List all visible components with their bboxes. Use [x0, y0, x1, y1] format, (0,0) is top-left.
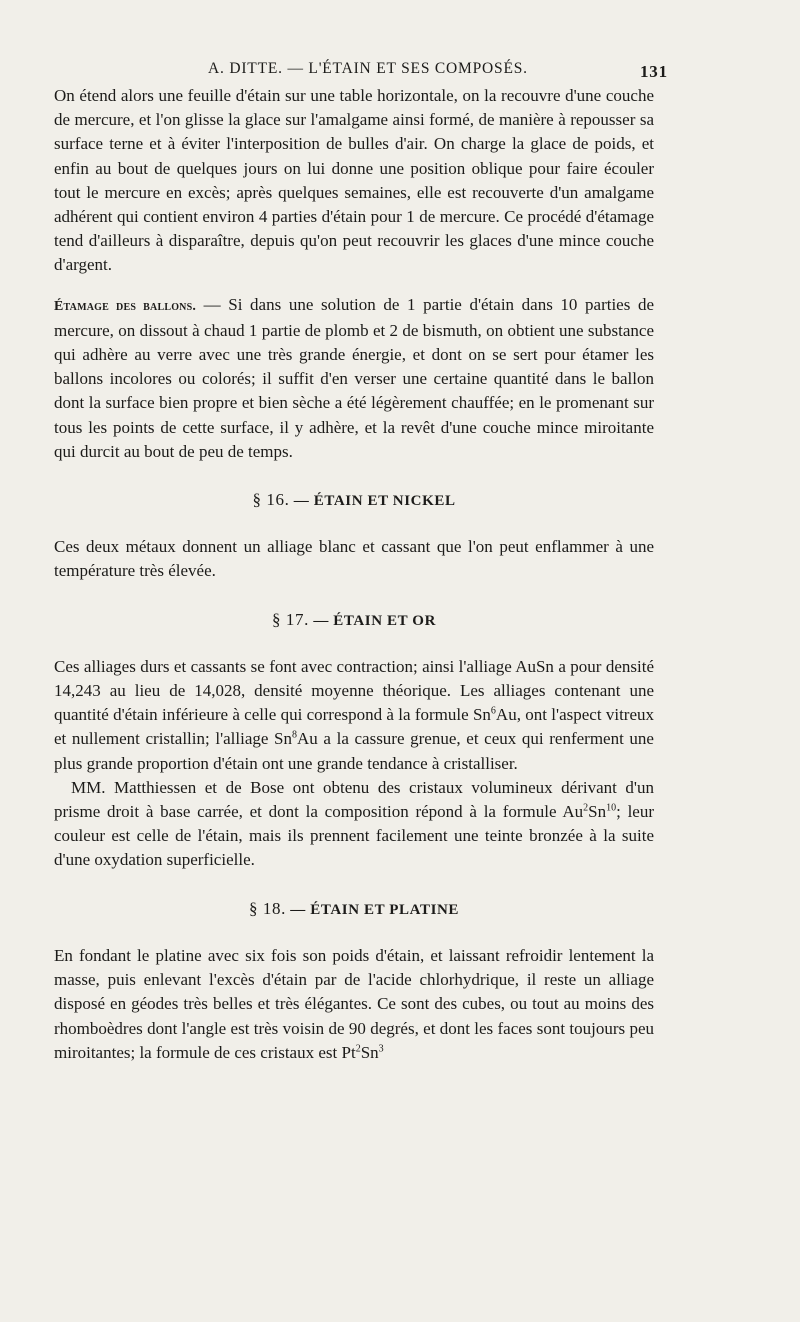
paragraph-tin-gold-alloys [54, 655, 654, 776]
formula-sup-2: 3 [378, 1043, 384, 1055]
paragraph-matthiessen-bose [54, 776, 654, 873]
paragraph-mirror-tinning: On étend alors une feuille d'étain sur une table horizontale, on la recouvre d'une couche de mercure, et l'on glisse la glace sur l'amalgame ainsi formé, de manière à repousser sa surface terne et à éviter l'interposition de bulles d'air. On charge la glace de poids, et enfin au bout de quelques jours on lui donne une position oblique pour faire écouler tout le mercure en excès; après quelques semaines, elle est recouverte d'un amalgame adhérent qui contient environ 4 parties d'étain pour 1 de mercure. Ce procédé d'étamage tend d'ailleurs à disparaître, depuis qu'on peut recouvrir les glaces d'une mince couche d'argent. [54, 86, 654, 275]
tin-platinum-text: En fondant le platine avec six fois son poids d'étain, et laissant refroidir lentement la masse, puis enlevant l'excès d'étain par de l'acide chlorhydrique, il reste un alliage disposé en géodes très belles et très élégantes. Ce sont des cubes, ou tout au moins des rhomboèdres dont l'angle est très voisin de 90 degrés, et dont les faces sont toujours peu miroitantes; la formule de ces cristaux est [54, 945, 654, 1062]
page-number: 131 [640, 62, 668, 81]
tin-gold-text-a: Ces alliages durs et cassants se font avec contraction; ainsi l'alliage AuSn a pour densité 14,243 au lieu de 14,028, densité moyenne théorique. Les alliages contenant une quantité d'étain inférieure à celle qui correspond à la formule Sn [54, 656, 654, 725]
formula-sn: Sn [360, 1042, 379, 1062]
matthiessen-sup-2: 10 [606, 802, 617, 814]
page-body [54, 84, 654, 1065]
tin-gold-sup-2: 8 [292, 729, 298, 741]
tin-gold-text-b: Au, ont l'aspect vitreux et nullement cristallin; l'alliage Sn [54, 705, 654, 749]
matthiessen-text-b: Sn [588, 802, 607, 822]
runin-heading-flask-tinning: Étamage des ballons. [54, 298, 197, 314]
paragraph-tin-nickel: Ces deux métaux donnent un alliage blanc et cassant que l'on peut enflammer à une température très élevée. [54, 537, 654, 581]
paragraph-flask-tinning [54, 293, 654, 464]
section-heading-18 [54, 897, 654, 922]
section-number-16: § 16. [252, 490, 290, 510]
paragraph-tin-platinum [54, 944, 654, 1065]
section-heading-17 [54, 608, 654, 633]
paragraph-flask-tinning-text: — Si dans une solution de 1 partie d'étain dans 10 parties de mercure, on dissout à chaud 1 partie de plomb et 2 de bismuth, on obtient une substance qui adhère au verre avec une très grande énergie, et dont on se sert pour étamer les ballons incolores ou colorés; il suffit d'en verser une certaine quantité dans le ballon dont la surface bien propre et bien sèche a été légèrement chauffée; en le promenant sur tous les points de cette surface, il y adhère, et la revêt d'une couche mince miroitante qui durcit au bout de peu de temps. [54, 294, 654, 461]
matthiessen-text-c: ; leur couleur est celle de l'étain, mais ils prennent facilement une teinte bronzée à la suite d'une oxydation superficielle. [54, 802, 654, 870]
formula-sup-1: 2 [355, 1043, 361, 1055]
matthiessen-text-a: MM. Matthiessen et de Bose ont obtenu des cristaux volumineux dérivant d'un prisme droit à base carrée, et dont la composition répond à la formule Au [54, 777, 654, 822]
formula-pt: Pt [341, 1042, 356, 1062]
section-number-18: § 18. [248, 898, 286, 918]
section-title-16: — ÉTAIN ET NICKEL [289, 493, 456, 510]
section-heading-16 [54, 488, 654, 513]
section-number-17: § 17. [271, 609, 309, 629]
section-title-17: — ÉTAIN ET OR [308, 612, 437, 629]
tin-gold-sup-1: 6 [490, 705, 496, 717]
running-title: A. DITTE. — L'ÉTAIN ET SES COMPOSÉS. [208, 60, 528, 77]
section-title-18: — ÉTAIN ET PLATINE [285, 901, 460, 918]
tin-gold-text-c: Au a la cassure grenue, et ceux qui renferment une plus grande proportion d'étain ont une grande tendance à cristalliser. [54, 729, 654, 773]
matthiessen-sup-1: 2 [583, 802, 589, 814]
